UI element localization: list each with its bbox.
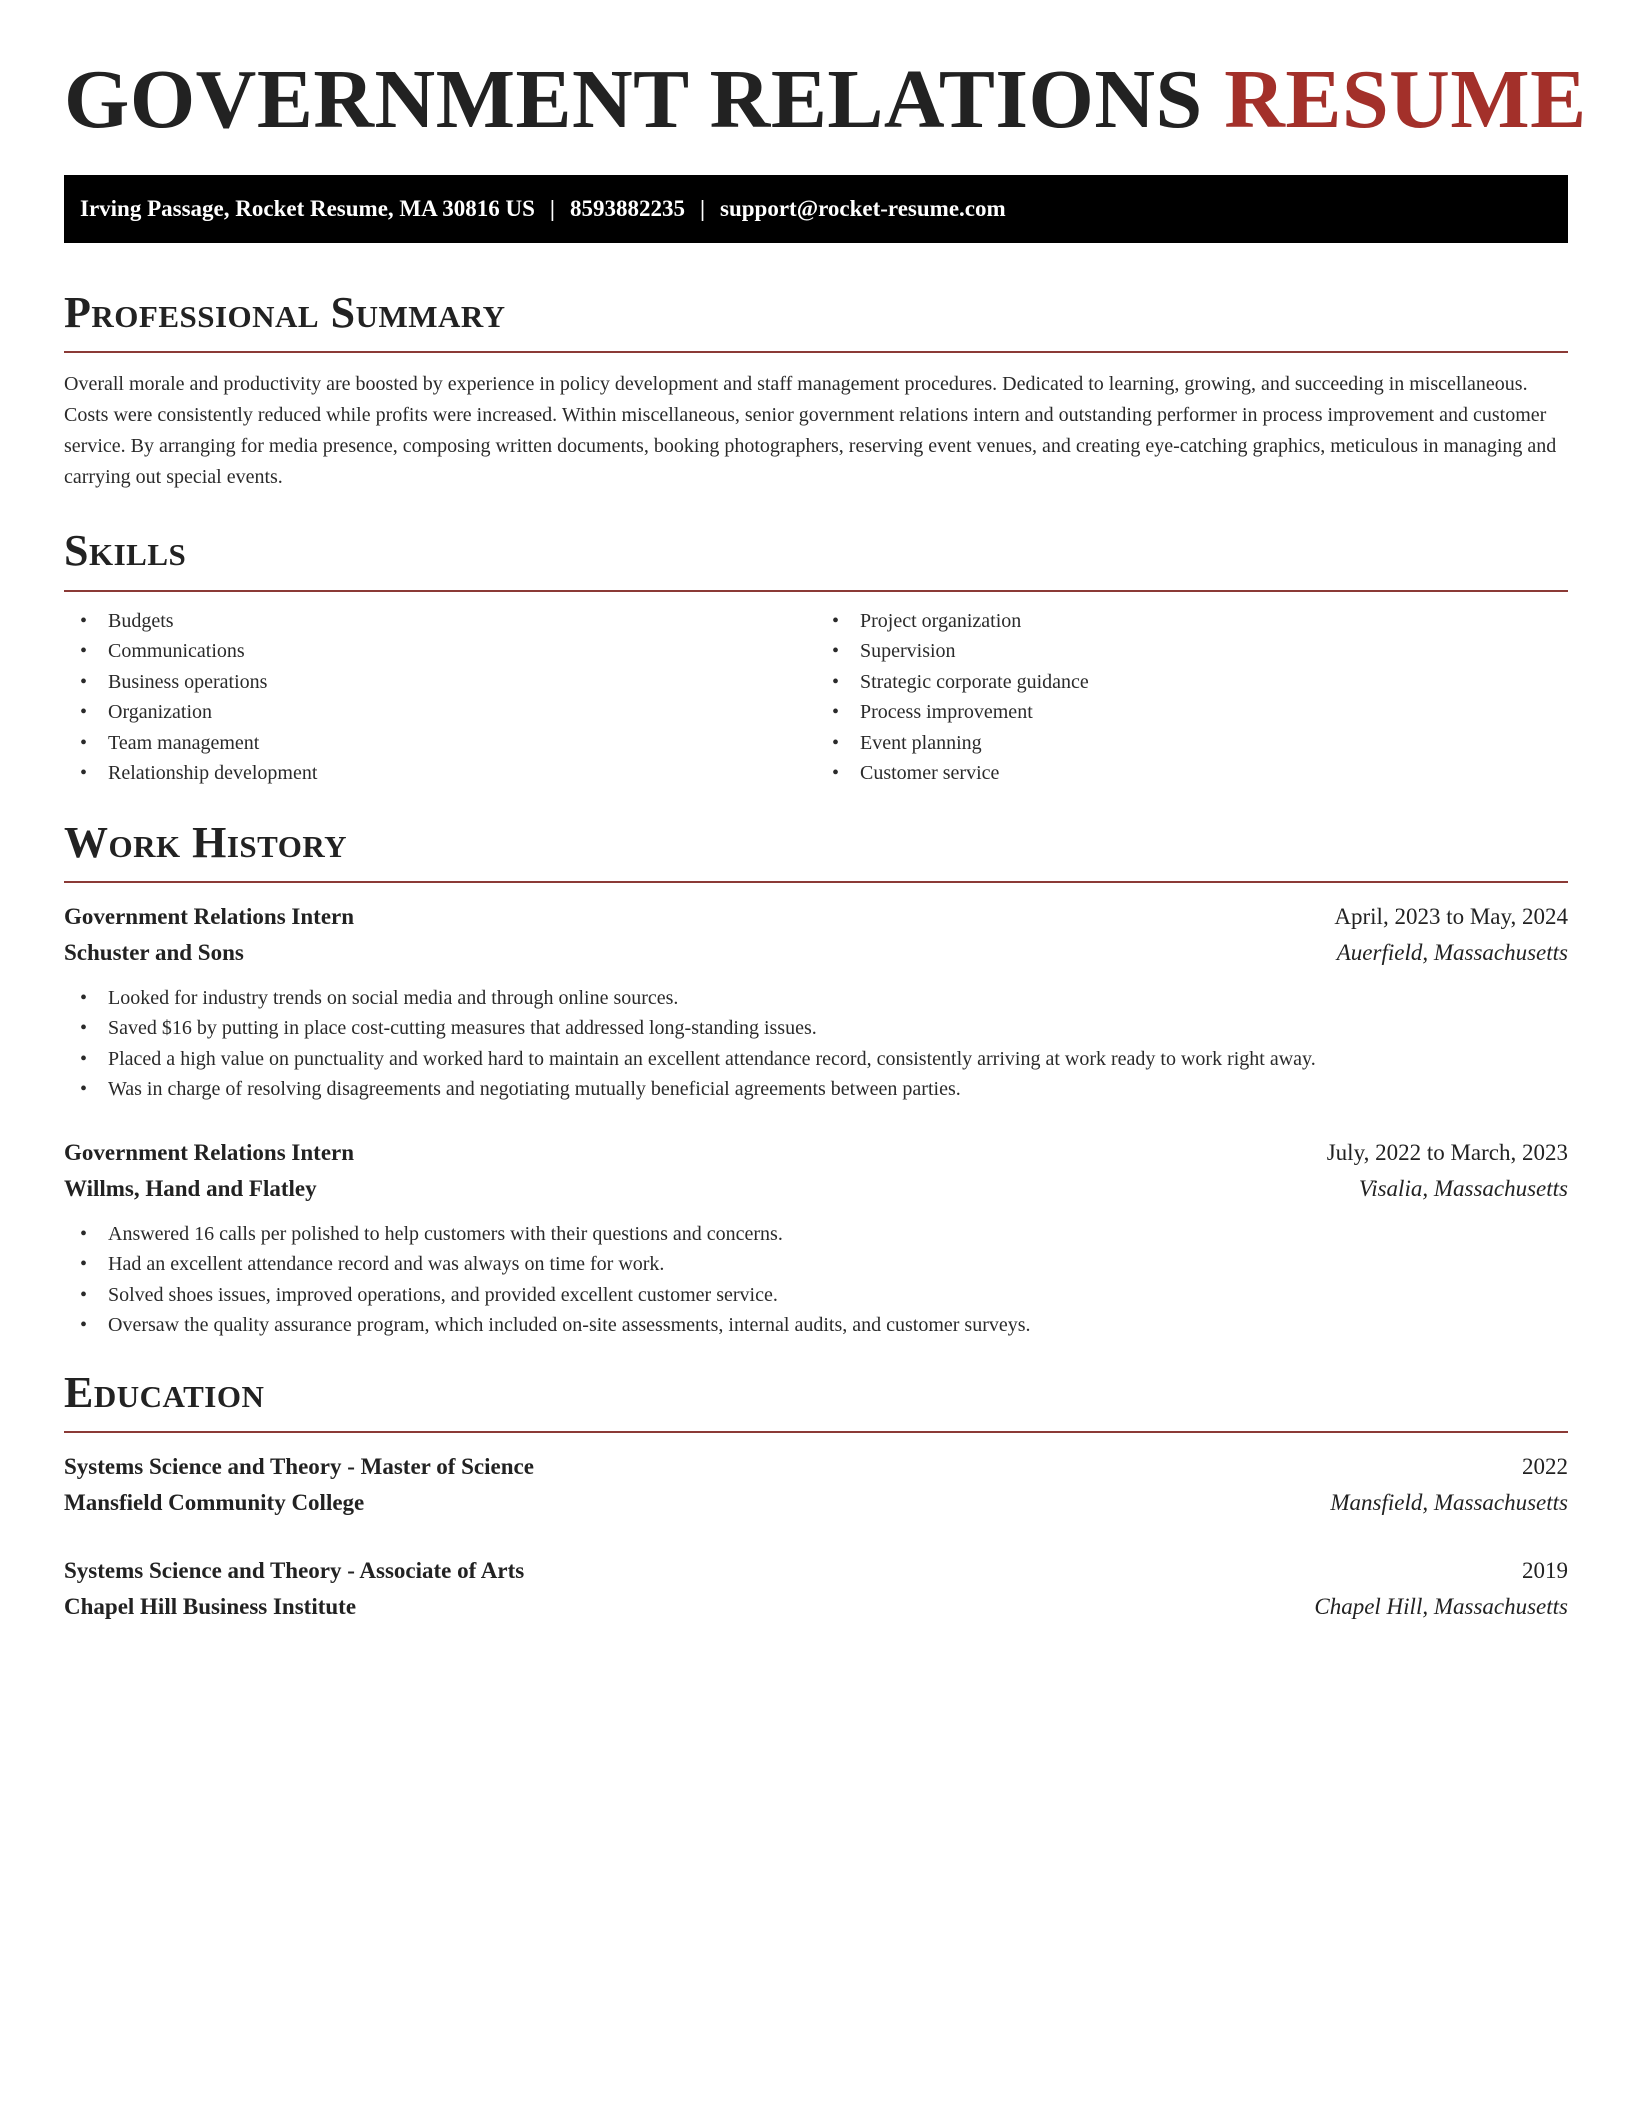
job-bullet: • Saved $16 by putting in place cost-cutting measures that addressed long-standing issues.: [64, 1013, 1568, 1044]
job-company: Schuster and Sons: [64, 939, 244, 965]
section-divider: [64, 590, 1568, 592]
skill-item: • Event planning: [816, 728, 1568, 759]
education-location: Mansfield, Massachusetts: [1330, 1490, 1568, 1516]
job-location: Visalia, Massachusetts: [1358, 1175, 1568, 1201]
job-header-row: [64, 899, 1568, 935]
education-entry: [64, 1449, 1568, 1521]
job-bullets: [64, 983, 1568, 1105]
summary-heading: Professional Summary: [64, 287, 506, 337]
education-degree: Systems Science and Theory - Associate of Arts: [64, 1558, 525, 1584]
job-dates: April, 2023 to May, 2024: [1334, 903, 1568, 929]
job-title: Government Relations Intern: [64, 903, 355, 929]
skill-item: • Process improvement: [816, 697, 1568, 728]
job-bullet: • Oversaw the quality assurance program, which included on-site assessments, internal audits, and customer surveys.: [64, 1310, 1568, 1341]
skill-item: • Organization: [64, 697, 816, 728]
skill-item: • Team management: [64, 728, 816, 759]
education-year: 2022: [1522, 1454, 1568, 1480]
education-section: [64, 1369, 1568, 1625]
job-header-row: [64, 1135, 1568, 1171]
education-degree-row: [64, 1449, 1568, 1485]
education-entry: [64, 1553, 1568, 1625]
title-main: GOVERNMENT RELATIONS: [64, 53, 1203, 146]
education-year: 2019: [1522, 1558, 1568, 1584]
section-divider: [64, 1431, 1568, 1433]
summary-section: [64, 289, 1568, 493]
education-degree-row: [64, 1553, 1568, 1589]
job-bullet: • Answered 16 calls per polished to help customers with their questions and concerns.: [64, 1219, 1568, 1250]
job-entry: [64, 1135, 1568, 1341]
skill-item: • Budgets: [64, 606, 816, 637]
resume-title: [64, 50, 1587, 151]
contact-phone: 8593882235: [569, 195, 685, 221]
skill-item: • Supervision: [816, 636, 1568, 667]
job-title: Government Relations Intern: [64, 1139, 355, 1165]
skill-item: • Relationship development: [64, 758, 816, 789]
skills-section: [64, 527, 1568, 788]
education-location: Chapel Hill, Massachusetts: [1314, 1594, 1568, 1620]
education-school: Chapel Hill Business Institute: [64, 1594, 357, 1620]
job-company-row: [64, 935, 1568, 971]
section-divider: [64, 351, 1568, 353]
job-bullets: [64, 1219, 1568, 1341]
skill-item: • Customer service: [816, 758, 1568, 789]
job-bullet: • Solved shoes issues, improved operations, and provided excellent customer service.: [64, 1280, 1568, 1311]
summary-text: Overall morale and productivity are boosted by experience in policy development and staff management procedures. Dedicated to learning, growing, and succeeding in miscellaneous. Costs were consistently reduced while profits were increased. Within miscellaneous, senior government relations intern and outstanding performer in process improvement and customer service. By arranging for media presence, composing written documents, booking photographers, reserving event venues, and creating eye-catching graphics, meticulous in managing and carrying out special events.: [64, 373, 1557, 489]
education-school-row: [64, 1589, 1568, 1625]
skill-item: • Business operations: [64, 667, 816, 698]
section-divider: [64, 881, 1568, 883]
title-accent: RESUME: [1224, 53, 1587, 146]
skills-column-right: [816, 606, 1568, 789]
contact-separator: |: [549, 195, 555, 221]
job-bullet: • Placed a high value on punctuality and worked hard to maintain an excellent attendance record, consistently arriving at work ready to work right away.: [64, 1044, 1568, 1075]
contact-bar: [64, 175, 1568, 243]
job-bullet: • Was in charge of resolving disagreements and negotiating mutually beneficial agreements between parties.: [64, 1074, 1568, 1105]
work-history-heading: Work History: [64, 817, 348, 867]
skills-grid: [64, 606, 1568, 789]
contact-email: support@rocket-resume.com: [720, 195, 1006, 221]
skill-item: • Communications: [64, 636, 816, 667]
job-location: Auerfield, Massachusetts: [1336, 939, 1568, 965]
job-company: Willms, Hand and Flatley: [64, 1175, 317, 1201]
education-school-row: [64, 1485, 1568, 1521]
job-company-row: [64, 1171, 1568, 1207]
contact-separator: |: [699, 195, 706, 221]
contact-address: Irving Passage, Rocket Resume, MA 30816 US: [80, 195, 535, 221]
job-bullet: • Looked for industry trends on social media and through online sources.: [64, 983, 1568, 1014]
skill-item: • Strategic corporate guidance: [816, 667, 1568, 698]
job-entry: [64, 899, 1568, 1105]
job-dates: July, 2022 to March, 2023: [1326, 1139, 1568, 1165]
education-heading: Education: [64, 1367, 265, 1417]
skills-column-left: [64, 606, 816, 789]
education-school: Mansfield Community College: [64, 1490, 365, 1516]
skills-heading: Skills: [64, 526, 187, 576]
work-history-section: [64, 819, 1568, 1341]
job-bullet: • Had an excellent attendance record and was always on time for work.: [64, 1249, 1568, 1280]
education-degree: Systems Science and Theory - Master of Science: [64, 1454, 534, 1480]
skill-item: • Project organization: [816, 606, 1568, 637]
